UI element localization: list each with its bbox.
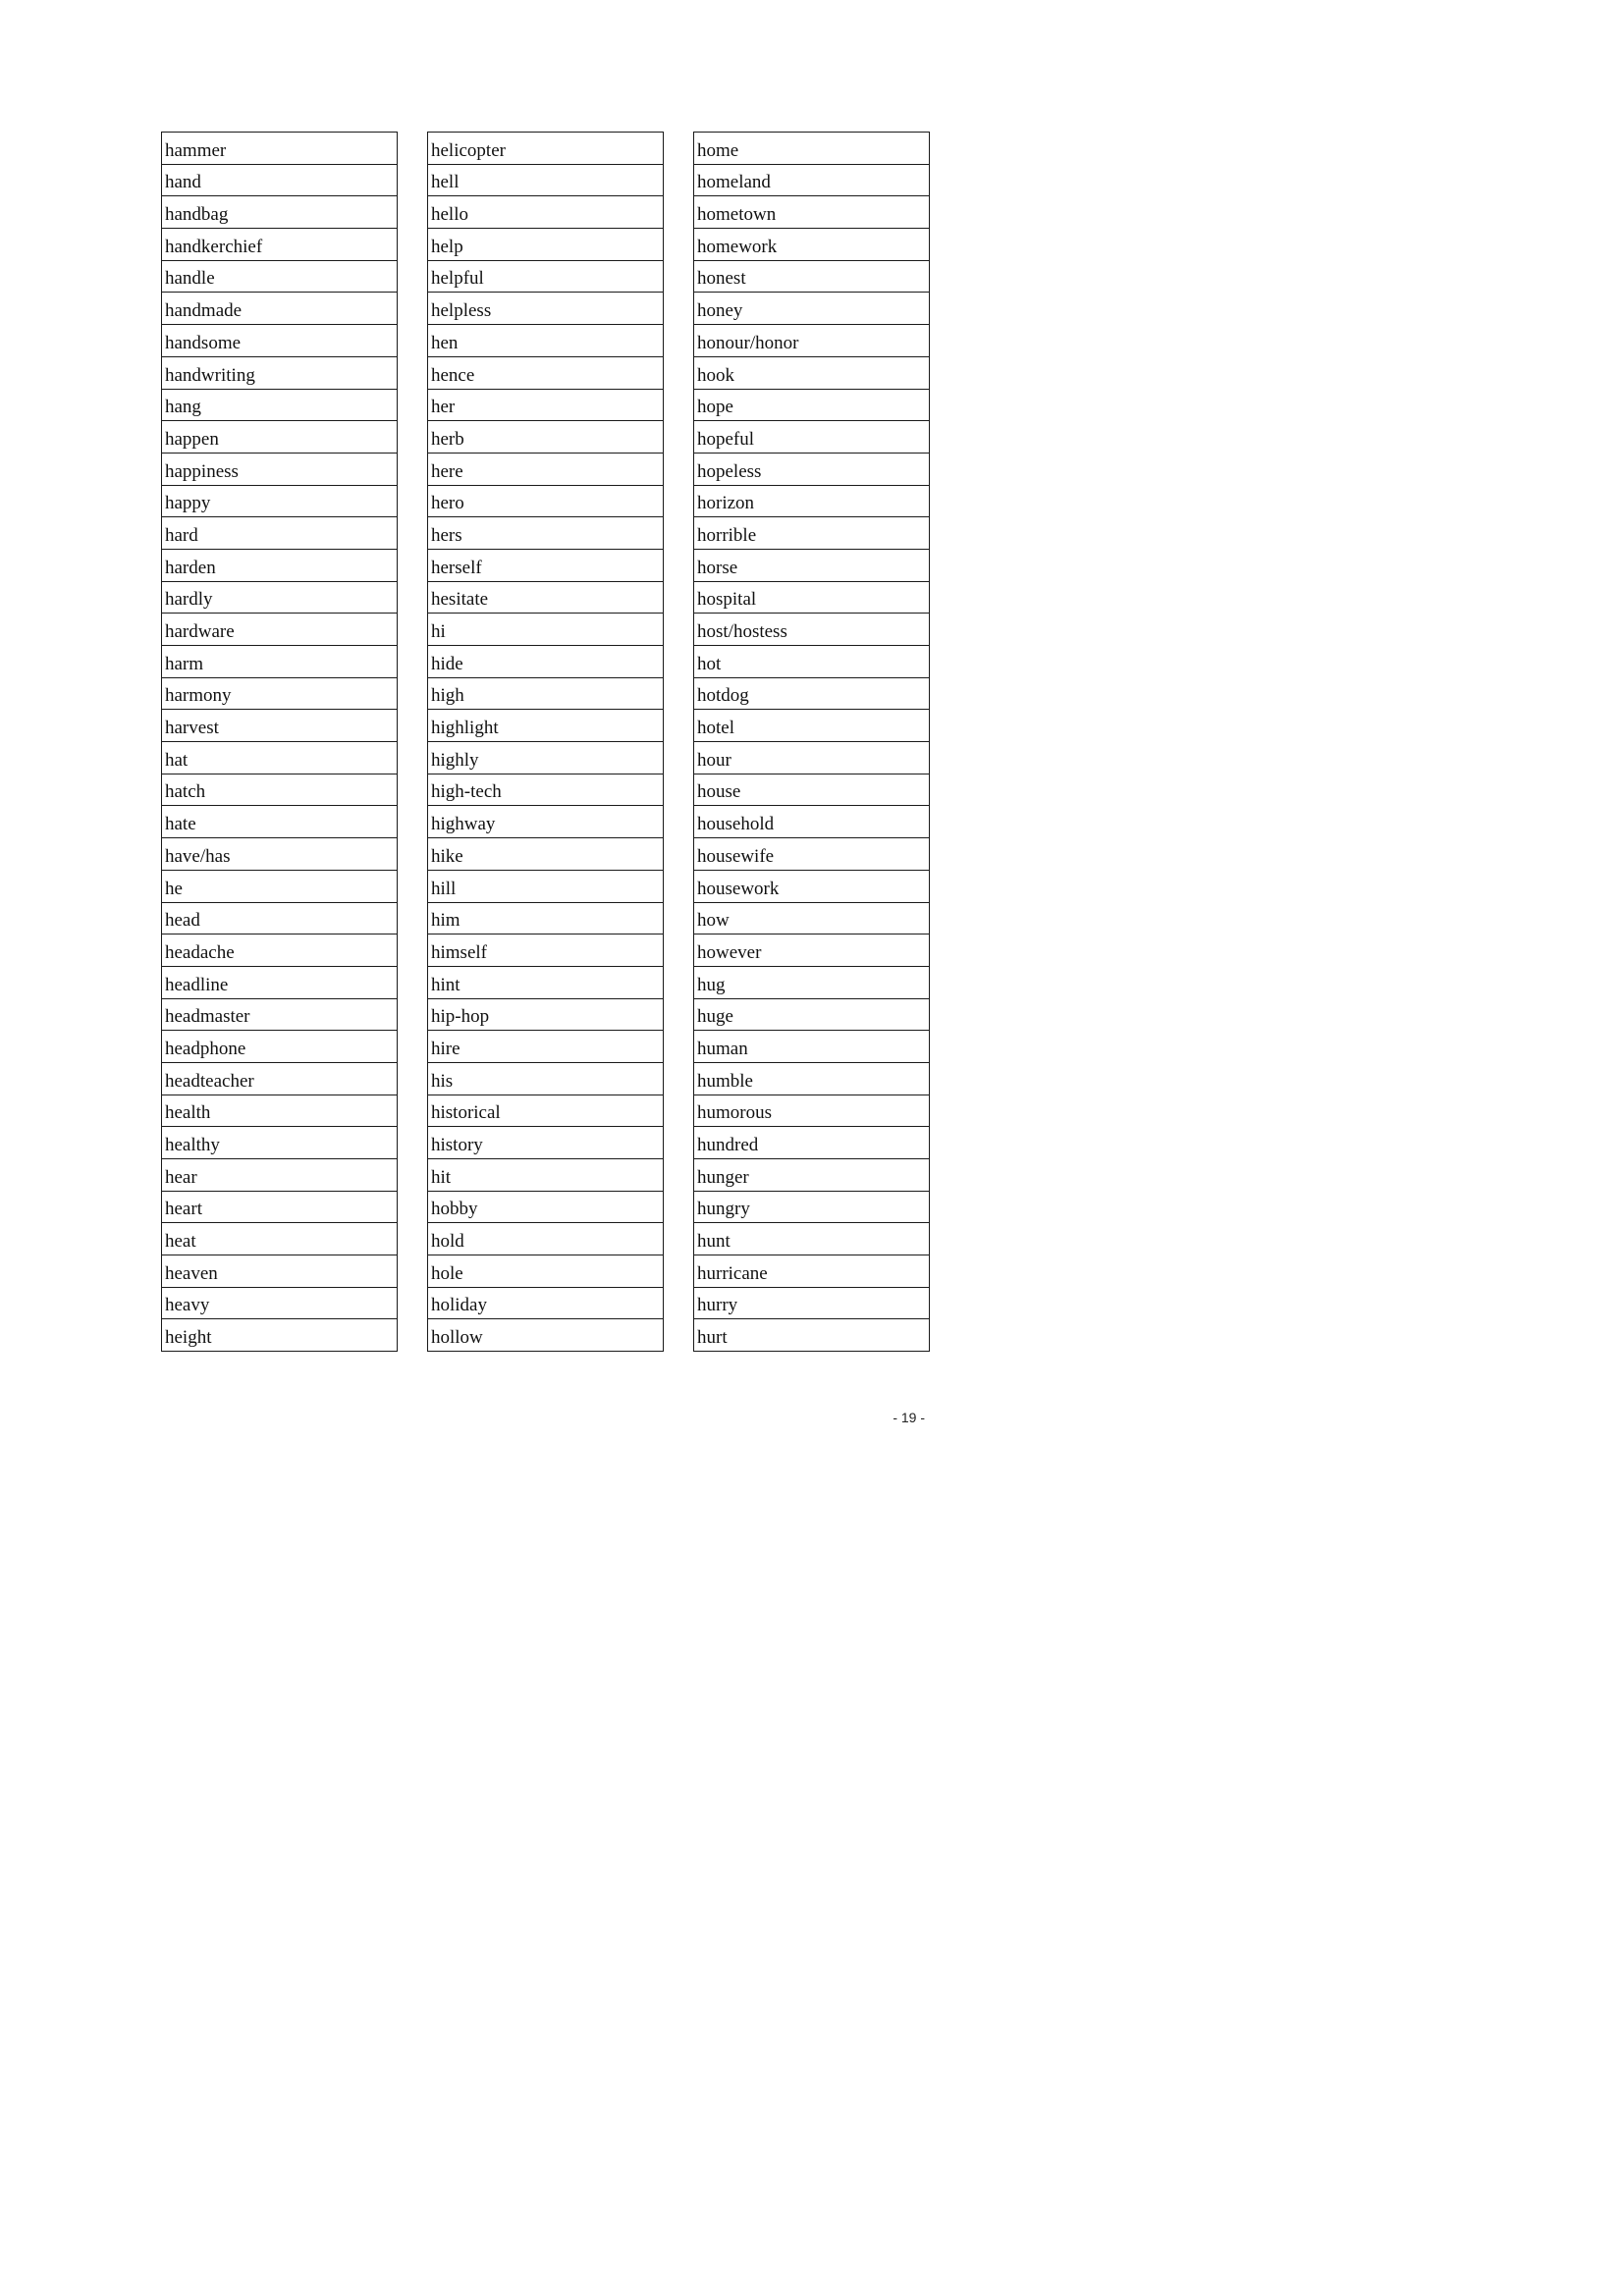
word-cell: hello [428, 196, 664, 229]
word-cell: hesitate [428, 581, 664, 614]
word-cell: however [694, 934, 930, 967]
table-row [162, 838, 398, 871]
table-row [428, 421, 664, 454]
word-cell: hell [428, 164, 664, 196]
table-row [428, 1287, 664, 1319]
table-row [694, 549, 930, 581]
word-cell: hit [428, 1159, 664, 1192]
word-cell: hammer [162, 133, 398, 165]
word-cell: himself [428, 934, 664, 967]
table-row [162, 164, 398, 196]
word-cell: his [428, 1062, 664, 1095]
table-row [162, 549, 398, 581]
table-row [162, 1095, 398, 1127]
table-row [162, 710, 398, 742]
table-row [428, 646, 664, 678]
table-row [694, 196, 930, 229]
word-cell: headache [162, 934, 398, 967]
word-table-column-2 [427, 132, 664, 1352]
word-cell: honest [694, 260, 930, 293]
word-cell: hunger [694, 1159, 930, 1192]
word-cell: hungry [694, 1191, 930, 1223]
table-row [694, 710, 930, 742]
table-row [428, 517, 664, 550]
table-row [694, 1255, 930, 1288]
word-cell: hobby [428, 1191, 664, 1223]
word-cell: help [428, 229, 664, 261]
table-row [428, 1095, 664, 1127]
table-row [694, 806, 930, 838]
word-cell: household [694, 806, 930, 838]
word-cell: hurricane [694, 1255, 930, 1288]
table-row [162, 902, 398, 934]
table-row [428, 710, 664, 742]
table-row [428, 325, 664, 357]
table-row [162, 677, 398, 710]
word-cell: historical [428, 1095, 664, 1127]
word-cell: health [162, 1095, 398, 1127]
word-cell: hire [428, 1031, 664, 1063]
word-cell: hide [428, 646, 664, 678]
table-row [162, 646, 398, 678]
table-row [162, 1223, 398, 1255]
word-cell: headphone [162, 1031, 398, 1063]
page-number: - 19 - [893, 1410, 925, 1425]
word-cell: house [694, 774, 930, 806]
table-row [162, 260, 398, 293]
table-row [428, 133, 664, 165]
word-cell: heat [162, 1223, 398, 1255]
word-cell: hometown [694, 196, 930, 229]
table-row [162, 325, 398, 357]
word-cell: heart [162, 1191, 398, 1223]
word-table-column-3 [693, 132, 930, 1352]
table-row [428, 1062, 664, 1095]
table-row [694, 485, 930, 517]
table-row [694, 133, 930, 165]
word-cell: heaven [162, 1255, 398, 1288]
word-cell: harmony [162, 677, 398, 710]
table-row [694, 742, 930, 774]
word-cell: history [428, 1127, 664, 1159]
word-cell: hold [428, 1223, 664, 1255]
word-cell: horse [694, 549, 930, 581]
table-row [694, 677, 930, 710]
word-cell: hand [162, 164, 398, 196]
table-row [694, 1062, 930, 1095]
word-cell: hotdog [694, 677, 930, 710]
table-row [694, 1223, 930, 1255]
table-row [162, 742, 398, 774]
word-cell: harden [162, 549, 398, 581]
word-cell: humble [694, 1062, 930, 1095]
table-row [162, 356, 398, 389]
word-cell: headmaster [162, 998, 398, 1031]
table-row [428, 742, 664, 774]
table-row [694, 356, 930, 389]
table-row [428, 549, 664, 581]
table-row [694, 1191, 930, 1223]
word-cell: harm [162, 646, 398, 678]
table-row [694, 1319, 930, 1352]
word-cell: height [162, 1319, 398, 1352]
word-cell: huge [694, 998, 930, 1031]
word-cell: happiness [162, 453, 398, 485]
word-cell: horrible [694, 517, 930, 550]
table-row [428, 838, 664, 871]
table-row [428, 196, 664, 229]
table-row [428, 902, 664, 934]
table-row [162, 806, 398, 838]
word-cell: hear [162, 1159, 398, 1192]
word-cell: horizon [694, 485, 930, 517]
table-row [694, 1031, 930, 1063]
word-cell: hint [428, 966, 664, 998]
word-cell: herself [428, 549, 664, 581]
table-row [162, 1319, 398, 1352]
word-cell: hundred [694, 1127, 930, 1159]
table-row [162, 1255, 398, 1288]
table-row [428, 1255, 664, 1288]
table-row [428, 164, 664, 196]
word-cell: healthy [162, 1127, 398, 1159]
table-row [694, 164, 930, 196]
word-cell: happy [162, 485, 398, 517]
word-cell: hopeful [694, 421, 930, 454]
table-row [694, 838, 930, 871]
table-row [162, 581, 398, 614]
word-cell: hurt [694, 1319, 930, 1352]
word-cell: harvest [162, 710, 398, 742]
table-row [428, 1319, 664, 1352]
table-row [428, 1031, 664, 1063]
table-row [428, 485, 664, 517]
word-cell: hence [428, 356, 664, 389]
word-cell: happen [162, 421, 398, 454]
table-row [428, 229, 664, 261]
table-row [694, 966, 930, 998]
table-row [694, 293, 930, 325]
table-row [428, 1223, 664, 1255]
word-cell: him [428, 902, 664, 934]
word-cell: hope [694, 389, 930, 421]
table-row [428, 389, 664, 421]
word-cell: head [162, 902, 398, 934]
word-cell: here [428, 453, 664, 485]
table-row [162, 934, 398, 967]
word-cell: hate [162, 806, 398, 838]
table-row [428, 453, 664, 485]
word-cell: housewife [694, 838, 930, 871]
word-cell: handkerchief [162, 229, 398, 261]
word-cell: hike [428, 838, 664, 871]
table-row [694, 774, 930, 806]
word-cell: handmade [162, 293, 398, 325]
word-cell: handsome [162, 325, 398, 357]
word-cell: hen [428, 325, 664, 357]
table-row [162, 453, 398, 485]
table-row [694, 453, 930, 485]
word-cell: host/hostess [694, 614, 930, 646]
table-row [162, 1031, 398, 1063]
word-cell: handbag [162, 196, 398, 229]
word-cell: highway [428, 806, 664, 838]
word-cell: handle [162, 260, 398, 293]
word-cell: hollow [428, 1319, 664, 1352]
table-row [694, 1159, 930, 1192]
word-cell: her [428, 389, 664, 421]
table-row [162, 421, 398, 454]
word-cell: hatch [162, 774, 398, 806]
word-cell: hero [428, 485, 664, 517]
word-cell: heavy [162, 1287, 398, 1319]
word-cell: hers [428, 517, 664, 550]
table-row [428, 614, 664, 646]
word-cell: hunt [694, 1223, 930, 1255]
table-row [162, 614, 398, 646]
table-row [162, 389, 398, 421]
word-cell: hurry [694, 1287, 930, 1319]
table-row [428, 1191, 664, 1223]
word-cell: housework [694, 870, 930, 902]
word-cell: honour/honor [694, 325, 930, 357]
word-cell: herb [428, 421, 664, 454]
table-row [428, 806, 664, 838]
table-row [162, 774, 398, 806]
table-row [162, 998, 398, 1031]
table-row [428, 966, 664, 998]
word-cell: highlight [428, 710, 664, 742]
table-row [162, 133, 398, 165]
word-cell: honey [694, 293, 930, 325]
table-row [428, 677, 664, 710]
table-row [694, 1287, 930, 1319]
table-row [162, 1191, 398, 1223]
word-cell: have/has [162, 838, 398, 871]
word-cell: holiday [428, 1287, 664, 1319]
table-row [694, 1127, 930, 1159]
table-row [694, 581, 930, 614]
table-row [428, 260, 664, 293]
table-row [694, 998, 930, 1031]
table-row [162, 966, 398, 998]
table-row [694, 902, 930, 934]
word-cell: helpless [428, 293, 664, 325]
table-row [428, 998, 664, 1031]
word-cell: hill [428, 870, 664, 902]
word-cell: hotel [694, 710, 930, 742]
table-row [162, 1159, 398, 1192]
word-cell: hard [162, 517, 398, 550]
word-cell: hug [694, 966, 930, 998]
word-cell: headline [162, 966, 398, 998]
word-cell: he [162, 870, 398, 902]
table-row [694, 646, 930, 678]
table-row [428, 870, 664, 902]
table-row [428, 774, 664, 806]
table-row [428, 581, 664, 614]
table-row [162, 1062, 398, 1095]
word-cell: hardware [162, 614, 398, 646]
table-row [694, 870, 930, 902]
table-row [694, 260, 930, 293]
word-cell: humorous [694, 1095, 930, 1127]
word-cell: helpful [428, 260, 664, 293]
word-cell: hopeless [694, 453, 930, 485]
table-row [428, 1127, 664, 1159]
word-cell: homework [694, 229, 930, 261]
word-cell: hardly [162, 581, 398, 614]
table-row [162, 196, 398, 229]
word-cell: handwriting [162, 356, 398, 389]
table-row [428, 934, 664, 967]
word-cell: highly [428, 742, 664, 774]
table-row [694, 389, 930, 421]
word-cell: hole [428, 1255, 664, 1288]
word-cell: hat [162, 742, 398, 774]
word-cell: hook [694, 356, 930, 389]
table-row [694, 614, 930, 646]
word-cell: high-tech [428, 774, 664, 806]
word-cell: hip-hop [428, 998, 664, 1031]
table-row [162, 485, 398, 517]
table-row [694, 229, 930, 261]
table-row [162, 1127, 398, 1159]
word-cell: home [694, 133, 930, 165]
table-row [428, 293, 664, 325]
table-row [162, 1287, 398, 1319]
word-cell: high [428, 677, 664, 710]
word-table-column-1 [161, 132, 398, 1352]
word-cell: headteacher [162, 1062, 398, 1095]
table-row [694, 517, 930, 550]
table-row [694, 421, 930, 454]
word-cell: hi [428, 614, 664, 646]
word-cell: helicopter [428, 133, 664, 165]
word-cell: hospital [694, 581, 930, 614]
table-row [162, 293, 398, 325]
word-cell: homeland [694, 164, 930, 196]
table-row [694, 325, 930, 357]
word-cell: human [694, 1031, 930, 1063]
word-cell: how [694, 902, 930, 934]
table-row [428, 356, 664, 389]
table-row [162, 517, 398, 550]
table-row [694, 1095, 930, 1127]
word-cell: hot [694, 646, 930, 678]
table-row [428, 1159, 664, 1192]
word-cell: hang [162, 389, 398, 421]
table-row [694, 934, 930, 967]
word-cell: hour [694, 742, 930, 774]
table-row [162, 229, 398, 261]
table-row [162, 870, 398, 902]
